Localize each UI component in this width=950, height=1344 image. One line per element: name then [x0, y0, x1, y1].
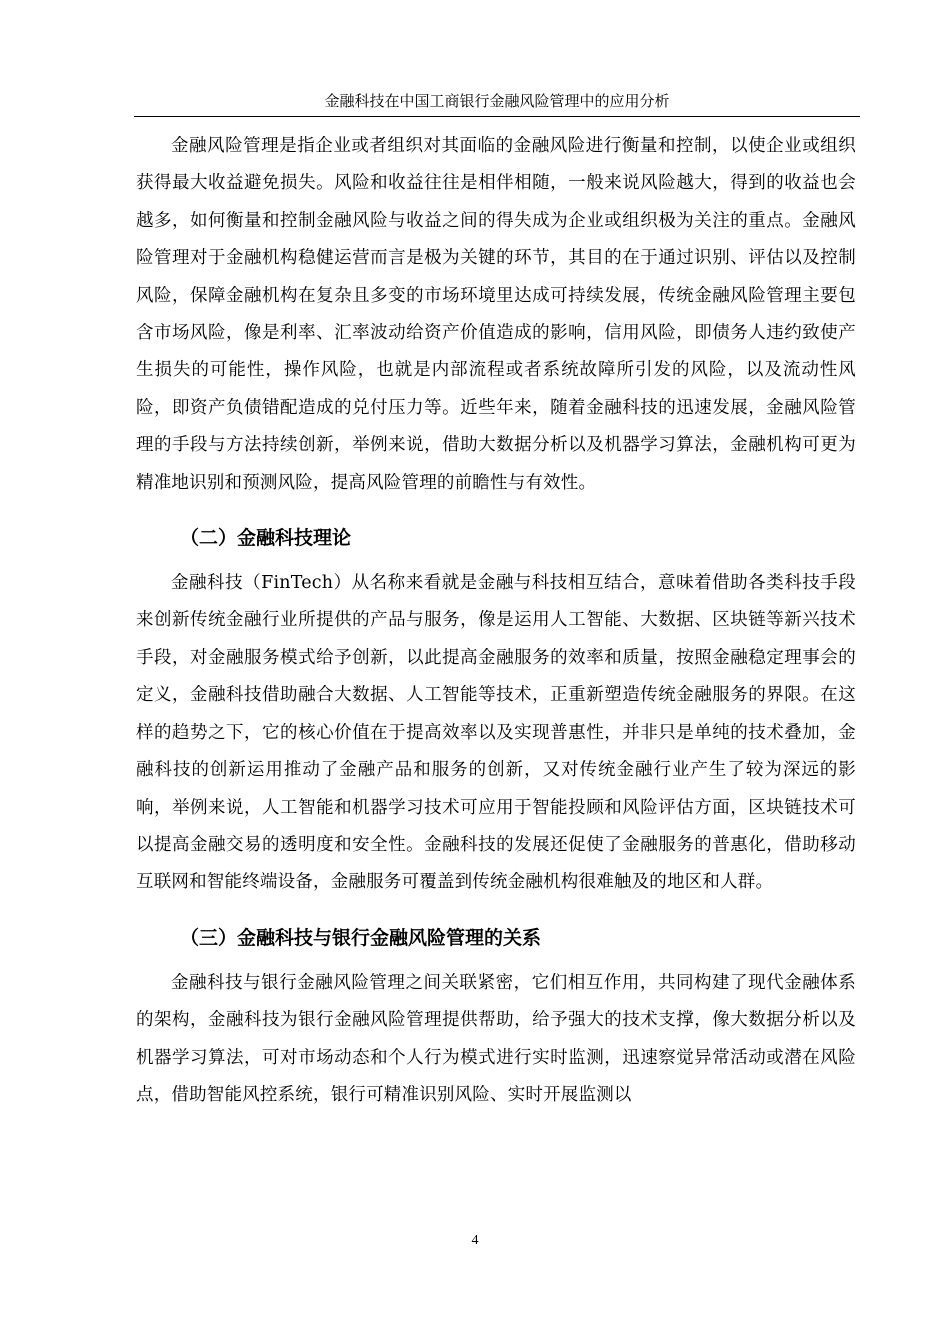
document-body: [136, 128, 856, 1114]
paragraph-risk-management: 金融风险管理是指企业或者组织对其面临的金融风险进行衡量和控制，以使企业或组织获得最大收益避免损失。风险和收益往往是相伴相随，一般来说风险越大，得到的收益也会越多，如何衡量和控制金融风险与收益之间的得失成为企业或组织极为关注的重点。金融风险管理对于金融机构稳健运营而言是极为关键的环节，其目的在于通过识别、评估以及控制风险，保障金融机构在复杂且多变的市场环境里达成可持续发展，传统金融风险管理主要包含市场风险，像是利率、汇率波动给资产价值造成的影响，信用风险，即债务人违约致使产生损失的可能性，操作风险，也就是内部流程或者系统故障所引发的风险，以及流动性风险，即资产负债错配造成的兑付压力等。近些年来，随着金融科技的迅速发展，金融风险管理的手段与方法持续创新，举例来说，借助大数据分析以及机器学习算法，金融机构可更为精准地识别和预测风险，提高风险管理的前瞻性与有效性。: [136, 136, 856, 493]
running-header: 金融科技在中国工商银行金融风险管理中的应用分析: [134, 90, 860, 117]
section-heading-fintech-risk-relation: （三）金融科技与银行金融风险管理的关系: [180, 926, 542, 949]
paragraph-fintech-theory: 金融科技（FinTech）从名称来看就是金融与科技相互结合，意味着借助各类科技手段来创新传统金融行业所提供的产品与服务，像是运用人工智能、大数据、区块链等新兴技术手段，对金融服务模式给予创新，以此提高金融服务的效率和质量，按照金融稳定理事会的定义，金融科技借助融合大数据、人工智能等技术，正重新塑造传统金融服务的界限。在这样的趋势之下，它的核心价值在于提高效率以及实现普惠性，并非只是单纯的技术叠加，金融科技的创新运用推动了金融产品和服务的创新，又对传统金融行业产生了较为深远的影响，举例来说，人工智能和机器学习技术可应用于智能投顾和风险评估方面，区块链技术可以提高金融交易的透明度和安全性。金融科技的发展还促使了金融服务的普惠化，借助移动互联网和智能终端设备，金融服务可覆盖到传统金融机构很难触及的地区和人群。: [136, 573, 856, 893]
page-number: 4: [471, 1233, 479, 1248]
section-heading-fintech-theory: （二）金融科技理论: [180, 527, 352, 550]
paragraph-fintech-risk-relation: 金融科技与银行金融风险管理之间关联紧密，它们相互作用，共同构建了现代金融体系的架构，金融科技为银行金融风险管理提供帮助，给予强大的技术支撑，像大数据分析以及机器学习算法，可对市场动态和个人行为模式进行实时监测，迅速察觉异常活动或潜在风险点，借助智能风控系统，银行可精准识别风险、实时开展监测以: [136, 972, 856, 1105]
